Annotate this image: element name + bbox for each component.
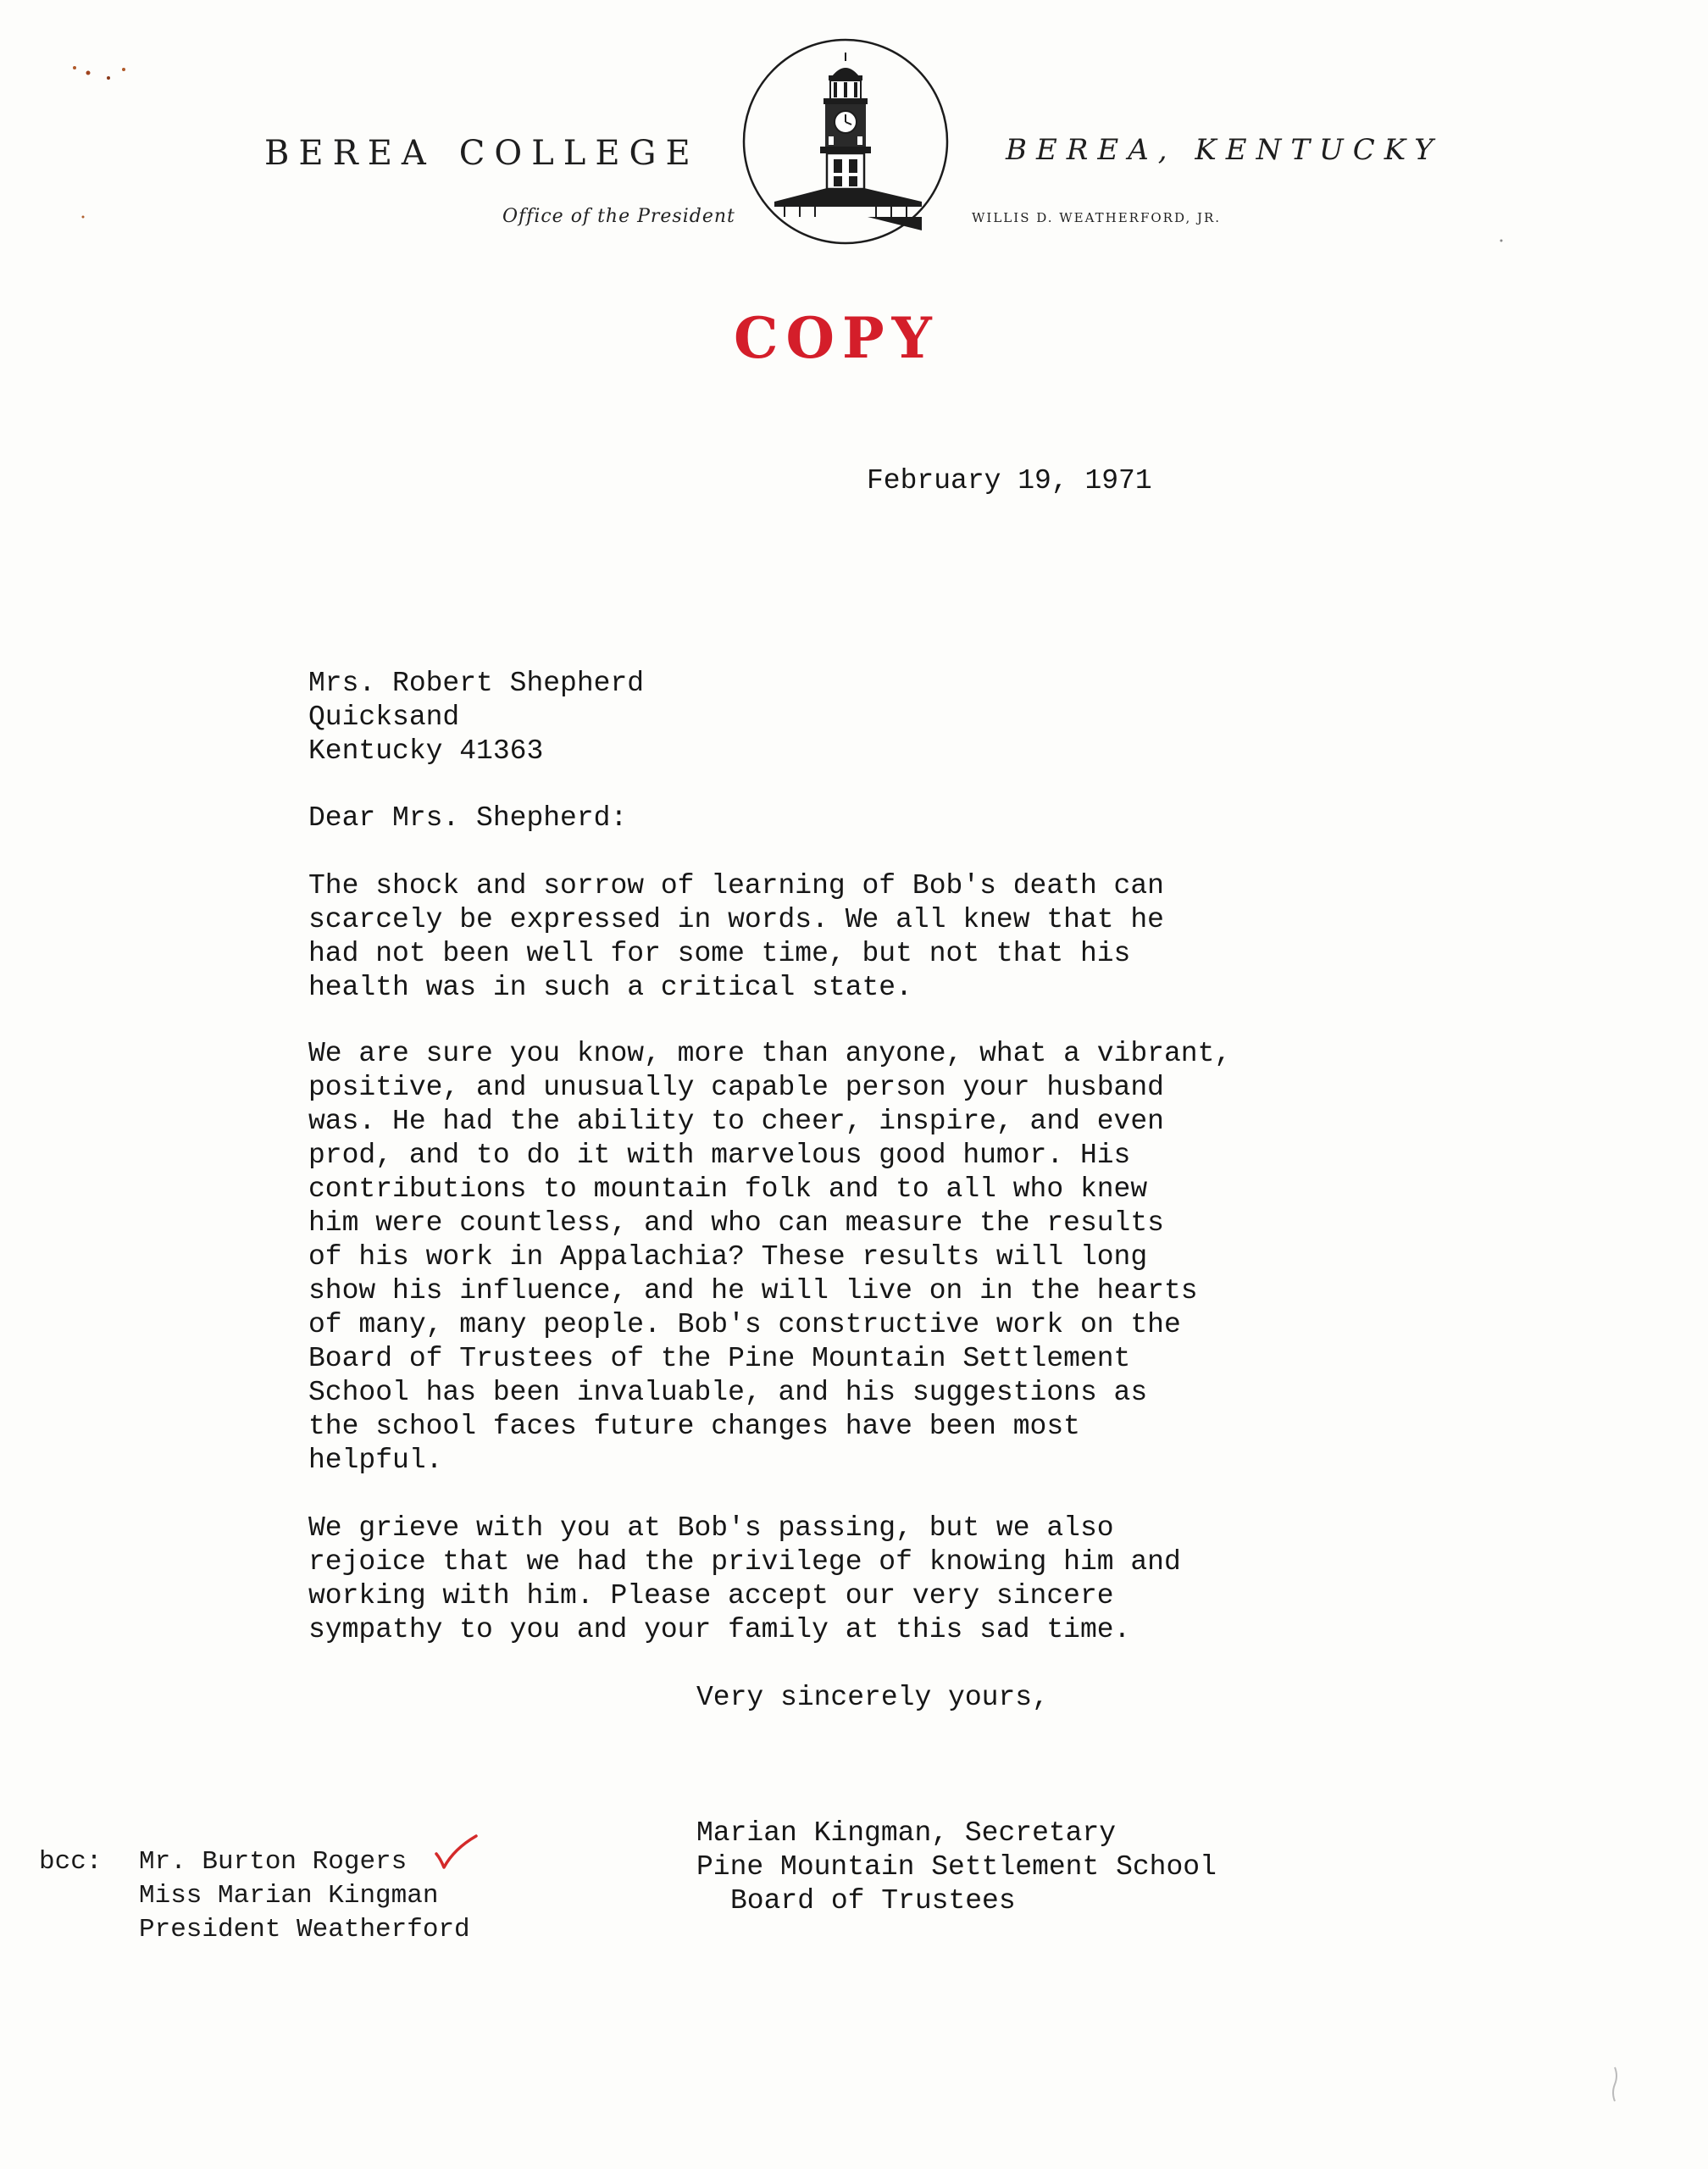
bcc-label: bcc:	[39, 1847, 103, 1877]
letterhead-president: WILLIS D. WEATHERFORD, JR.	[972, 210, 1222, 225]
text-line: School has been invaluable, and his suggestions as	[308, 1377, 1148, 1408]
bcc-recipient: Miss Marian Kingman	[139, 1881, 439, 1911]
paragraph-3	[308, 1512, 1181, 1647]
text-line: working with him. Please accept our very sincere	[308, 1580, 1114, 1611]
text-line: contributions to mountain folk and to all who knew	[308, 1173, 1148, 1205]
letter-date: February 19, 1971	[867, 465, 1152, 496]
text-line: him were countless, and who can measure the results	[308, 1207, 1164, 1239]
recipient-line: Mrs. Robert Shepherd	[308, 668, 645, 699]
text-line: scarcely be expressed in words. We all knew that he	[308, 904, 1164, 935]
bcc-block	[39, 1845, 470, 1947]
text-line: prod, and to do it with marvelous good humor. His	[308, 1140, 1131, 1171]
text-line: Board of Trustees of the Pine Mountain Settlement	[308, 1343, 1131, 1374]
signature-line: Board of Trustees	[730, 1885, 1016, 1917]
text-line: We grieve with you at Bob's passing, but we also	[308, 1512, 1114, 1544]
signature-line: Marian Kingman, Secretary	[696, 1817, 1117, 1849]
letterhead-office: Office of the President	[502, 206, 735, 227]
closing: Very sincerely yours,	[696, 1682, 1049, 1713]
text-line: of his work in Appalachia? These results will long	[308, 1241, 1148, 1273]
institution-word-1: BEREA	[264, 134, 435, 173]
recipient-address	[308, 667, 644, 768]
text-line: We are sure you know, more than anyone, what a vibrant,	[308, 1038, 1232, 1069]
copy-stamp: COPY	[734, 305, 940, 371]
text-line: positive, and unusually capable person your husband	[308, 1072, 1164, 1103]
institution-word-2: COLLEGE	[458, 134, 700, 173]
text-line: had not been well for some time, but not that his	[308, 938, 1131, 969]
text-line: of many, many people. Bob's constructive work on the	[308, 1309, 1181, 1340]
text-line: The shock and sorrow of learning of Bob's death can	[308, 870, 1164, 901]
recipient-line: Quicksand	[308, 702, 460, 733]
signature-line: Pine Mountain Settlement School	[696, 1851, 1217, 1883]
text-line: sympathy to you and your family at this sad time.	[308, 1614, 1131, 1645]
recipient-line: Kentucky 41363	[308, 735, 544, 767]
signature-block	[696, 1817, 1217, 1918]
bcc-recipient: Mr. Burton Rogers	[139, 1847, 408, 1877]
text-line: health was in such a critical state.	[308, 972, 912, 1003]
text-line: was. He had the ability to cheer, inspire, and even	[308, 1106, 1164, 1137]
paragraph-2	[308, 1037, 1231, 1478]
letterhead-institution	[264, 134, 700, 173]
text-line: show his influence, and he will live on in the hearts	[308, 1275, 1198, 1306]
red-check-mark-icon	[434, 1833, 478, 1871]
paragraph-1	[308, 869, 1164, 1005]
clock-tower-seal-icon	[740, 36, 951, 247]
letterhead-location: BEREA, KENTUCKY	[1006, 133, 1443, 167]
bcc-recipient: President Weatherford	[139, 1915, 470, 1944]
salutation: Dear Mrs. Shepherd:	[308, 802, 628, 834]
text-line: helpful.	[308, 1445, 443, 1476]
text-line: rejoice that we had the privilege of knowing him and	[308, 1546, 1181, 1578]
text-line: the school faces future changes have been most	[308, 1411, 1080, 1442]
